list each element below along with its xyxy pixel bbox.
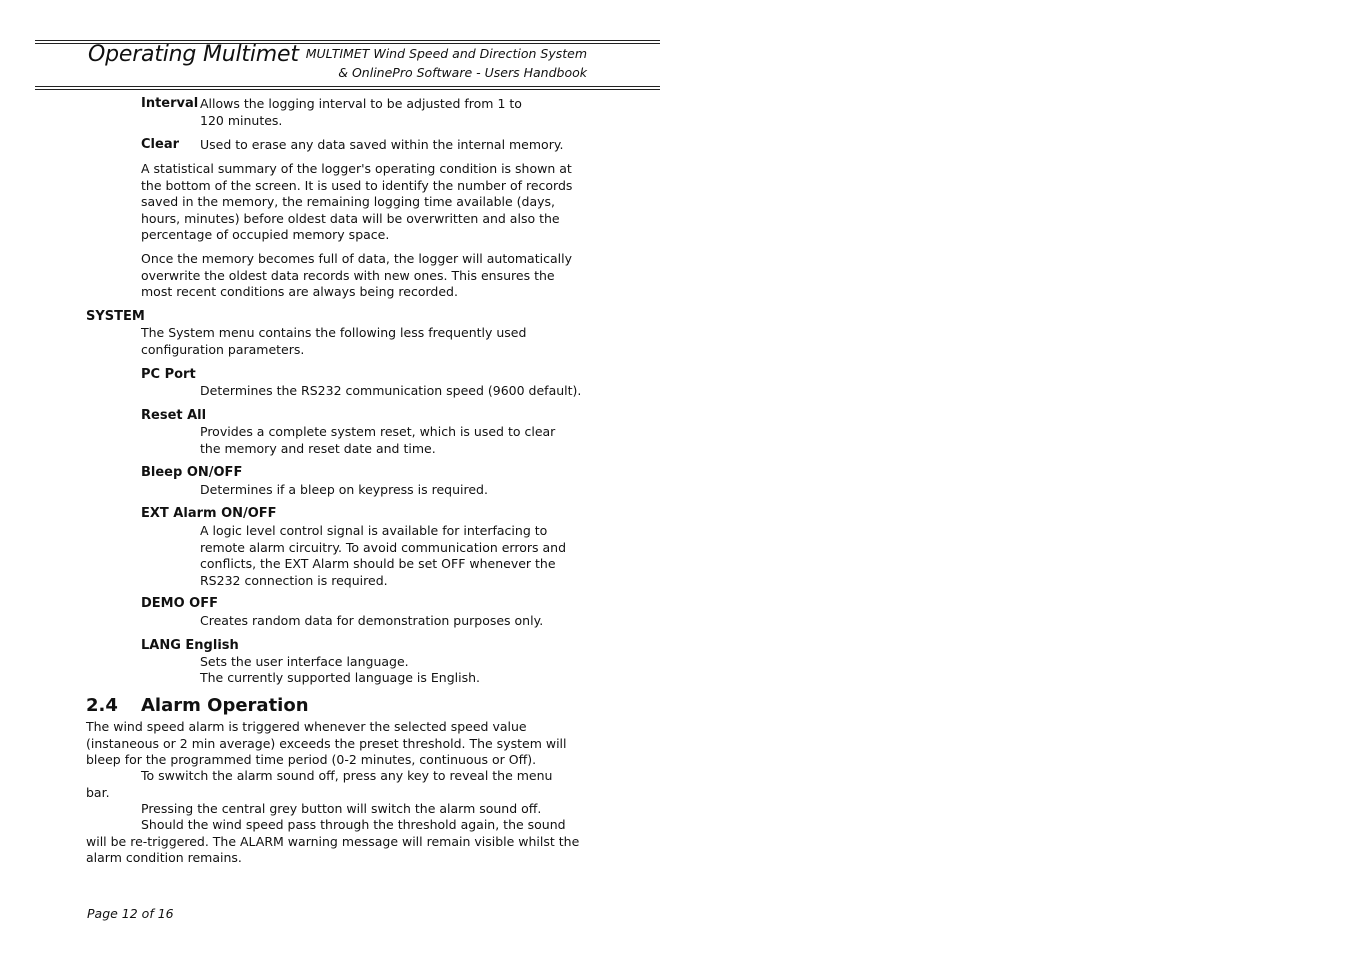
alarm-paragraph-1: The wind speed alarm is triggered whenever the selected speed value (instaneous or 2 min average) exceeds the preset threshold. The system will bleep for the programmed time period (0-2 minutes, continuous or Off).: [86, 719, 567, 767]
lang-term: LANG English: [141, 638, 239, 653]
interval-term: Interval: [141, 96, 199, 111]
alarm-paragraph-4: Should the wind speed pass through the threshold again, the sound will be re-triggered. The ALARM warning message will remain visible whilst the alarm condition remains.: [86, 817, 580, 865]
overwrite-paragraph: Once the memory becomes full of data, the logger will automatically overwrite the oldest data records with new ones. This ensures the most recent conditions are always being recorded.: [141, 251, 572, 299]
clear-description: Used to erase any data saved within the internal memory.: [200, 137, 564, 152]
alarm-section-title: Alarm Operation: [141, 695, 309, 716]
pc-port-term: PC Port: [141, 367, 196, 382]
reset-all-description: Provides a complete system reset, which is used to clear the memory and reset date and time.: [200, 424, 556, 456]
running-header-title: Operating Multimet: [88, 42, 299, 67]
alarm-paragraph-3: Pressing the central grey button will switch the alarm sound off.: [141, 801, 542, 816]
lang-description-1: Sets the user interface language.: [200, 654, 409, 669]
subtitle-line-2: & OnlinePro Software - Users Handbook: [338, 65, 587, 80]
summary-paragraph: A statistical summary of the logger's operating condition is shown at the bottom of the screen. It is used to identify the number of records saved in the memory, the remaining logging time available (days, hours, minutes) before oldest data will be overwritten and also the percentage of occupied memory space.: [141, 161, 573, 242]
system-intro: The System menu contains the following less frequently used configuration parameters.: [141, 325, 527, 357]
header-top-rule: [35, 40, 660, 41]
clear-term: Clear: [141, 137, 179, 152]
header-bottom-rule: [35, 86, 660, 87]
system-heading: SYSTEM: [86, 309, 145, 324]
ext-alarm-term: EXT Alarm ON/OFF: [141, 506, 277, 521]
lang-description-2: The currently supported language is English.: [200, 670, 480, 685]
demo-description: Creates random data for demonstration purposes only.: [200, 613, 544, 628]
running-header-subtitle: [306, 44, 587, 82]
alarm-section-heading: [86, 695, 309, 716]
bleep-term: Bleep ON/OFF: [141, 465, 243, 480]
alarm-section-number: 2.4: [86, 695, 118, 716]
demo-term: DEMO OFF: [141, 596, 218, 611]
alarm-paragraph-2: To swwitch the alarm sound off, press any key to reveal the menu bar.: [86, 768, 553, 800]
subtitle-line-1: MULTIMET Wind Speed and Direction System: [305, 46, 587, 61]
ext-alarm-description: A logic level control signal is available for interfacing to remote alarm circuitry. To avoid communication errors and conflicts, the EXT Alarm should be set OFF whenever the RS232 connection is required.: [200, 523, 567, 588]
header-bottom-rule-2: [35, 89, 660, 90]
interval-description: Allows the logging interval to be adjusted from 1 to 120 minutes.: [200, 96, 522, 128]
bleep-description: Determines if a bleep on keypress is required.: [200, 482, 488, 497]
reset-all-term: Reset All: [141, 408, 207, 423]
pc-port-description: Determines the RS232 communication speed (9600 default).: [200, 383, 582, 398]
page-number: Page 12 of 16: [87, 906, 174, 921]
